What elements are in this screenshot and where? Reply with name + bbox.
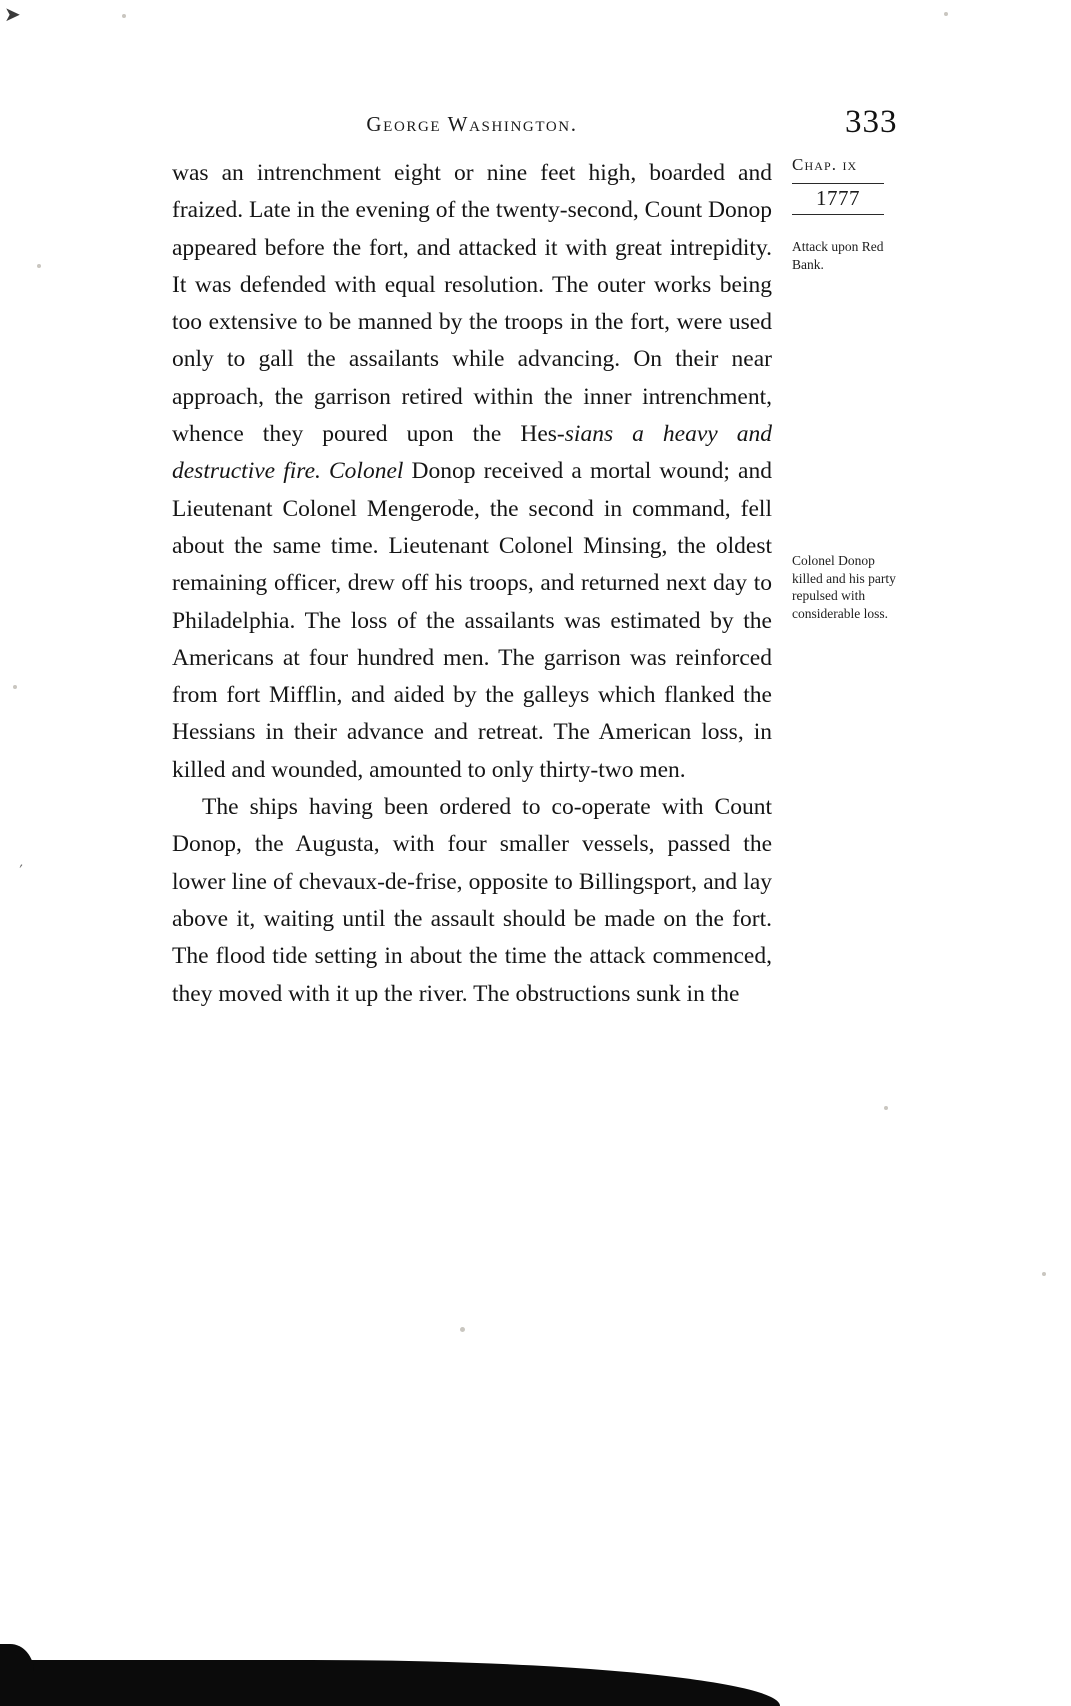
page-number: 333 — [845, 104, 898, 140]
scan-speck — [13, 685, 17, 689]
margin-column — [792, 155, 982, 215]
scan-speck — [37, 264, 41, 268]
corner-ink-mark: ➤ — [4, 4, 21, 26]
scan-speck — [1042, 1272, 1046, 1276]
edge-ink-mark: ′ — [15, 861, 24, 879]
scan-speck — [944, 12, 948, 16]
body-text: was an intrenchment eight or nine feet high, boarded and fraized. Late in the evening of the twenty-second, Count Donop appeared before the fort, and attacked it with great intrepidity. It was defended with equal resolution. The outer works being too extensive to be manned by the troops in the fort, were used only to gall the assailants while advancing. On their near approach, the garrison retired within the inner intrenchment, whence they poured upon the Hes- — [172, 160, 772, 448]
running-head: George Washington. — [366, 112, 578, 136]
scan-speck — [884, 1106, 888, 1110]
scan-edge-shadow — [0, 1660, 780, 1706]
year-label: 1777 — [792, 183, 884, 215]
body-paragraph — [172, 155, 772, 789]
body-text: The ships having been ordered to co-operate with Count Donop, the Augusta, with four smaller vessels, passed the lower line of chevaux-de-frise, opposite to Billingsport, and lay above it, waiting until the assault should be made on the fort. The flood tide setting in about the time the attack commenced, they moved with it up the river. The obstructions sunk in the — [172, 794, 772, 1007]
chapter-label: Chap. ix — [792, 155, 858, 174]
body-text-column — [172, 155, 772, 1013]
scan-speck — [122, 14, 126, 18]
body-text-italic: sians a heavy and destructive fire. Colonel — [172, 421, 772, 485]
scan-edge-shadow — [0, 1644, 34, 1672]
margin-note: Attack upon Red Bank. — [792, 239, 884, 272]
body-paragraph — [172, 789, 772, 1013]
scan-speck — [460, 1327, 465, 1332]
body-text: Donop received a mortal wound; and Lieutenant Colonel Mengerode, the second in command, fell about the same time. Lieutenant Colonel Minsing, the oldest remaining officer, drew off his troops, and returned next day to Philadelphia. The loss of the assailants was estimated by the Americans at four hundred men. The garrison was reinforced from fort Mifflin, and aided by the galleys which flanked the Hessians in their advance and retreat. The American loss, in killed and wounded, amounted to only thirty-two men. — [172, 458, 772, 783]
margin-note: Colonel Donop killed and his party repulsed with considerable loss. — [792, 553, 896, 621]
